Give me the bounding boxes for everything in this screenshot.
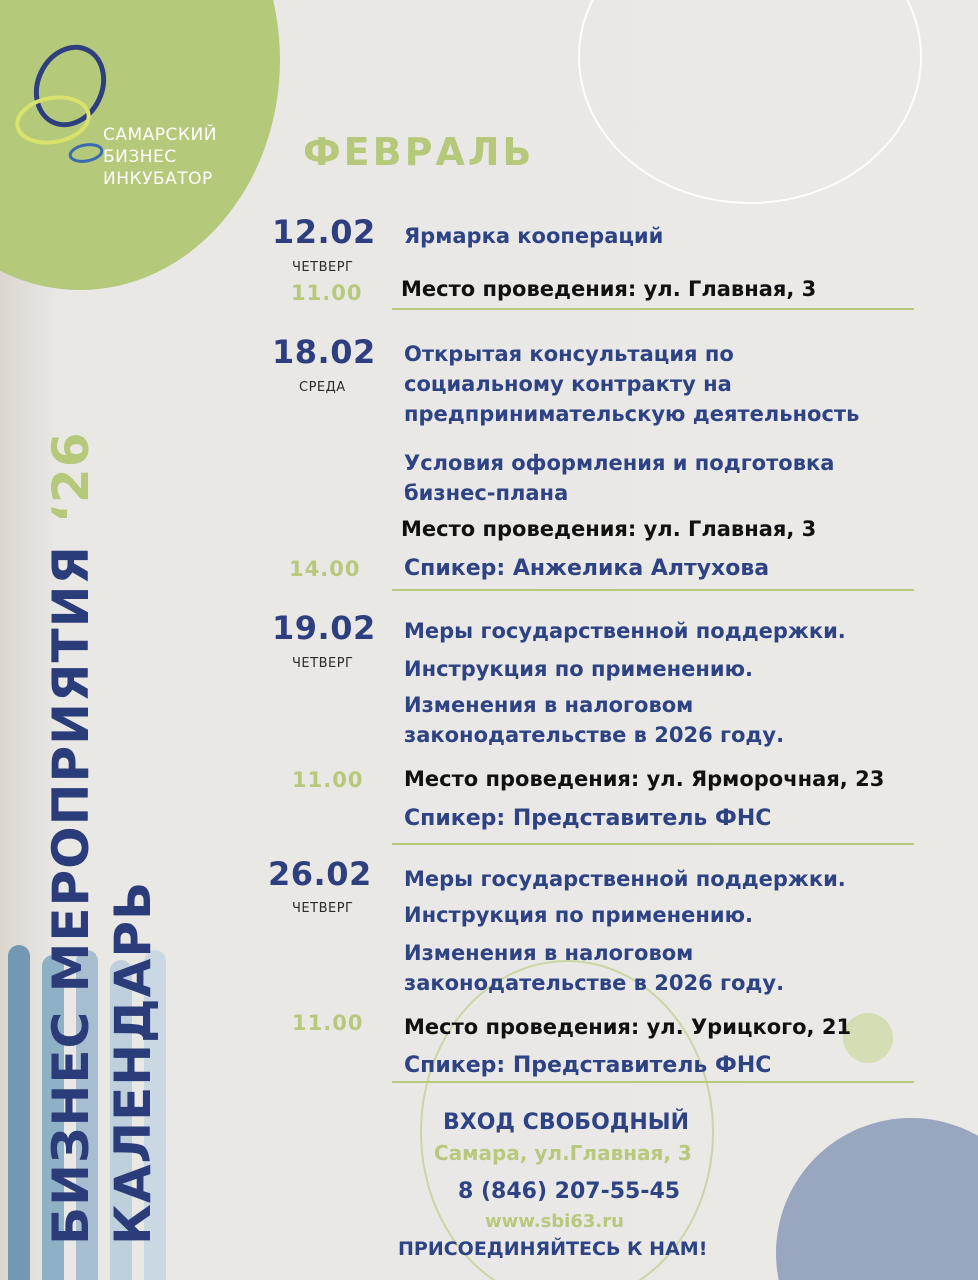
logo-icon (8, 38, 118, 168)
divider (392, 843, 914, 845)
event-subtitle-line: бизнес-плана (404, 481, 569, 505)
event-title-line: Инструкция по применению. (404, 903, 754, 927)
month-heading: ФЕВРАЛЬ (303, 130, 535, 174)
footer-cta: ПРИСОЕДИНЯЙТЕСЬ К НАМ! (398, 1238, 708, 1260)
event-title-line: законодательстве в 2026 году. (404, 723, 785, 747)
free-entry: ВХОД СВОБОДНЫЙ (443, 1110, 689, 1135)
title-line-1: БИЗНЕС МЕРОПРИЯТИЯ (42, 545, 100, 1245)
event-title-line: Изменения в налоговом (404, 693, 694, 717)
logo-line: БИЗНЕС (103, 147, 177, 167)
title-line-2: КАЛЕНДАРЬ (104, 880, 162, 1245)
logo-line: ИНКУБАТОР (103, 169, 213, 189)
footer-website[interactable]: www.sbi63.ru (485, 1211, 624, 1232)
event-time: 11.00 (292, 768, 364, 792)
event-title: Ярмарка коопераций (404, 224, 664, 248)
event-title-line: Меры государственной поддержки. (404, 867, 846, 891)
vertical-title (40, 431, 164, 1245)
event-day: ЧЕТВЕРГ (292, 260, 354, 275)
event-place: Место проведения: ул. Главная, 3 (401, 517, 817, 541)
event-date: 12.02 (272, 213, 376, 251)
event-title-line: Открытая консультация по (404, 342, 734, 366)
event-title-line: законодательстве в 2026 году. (404, 971, 785, 995)
event-time: 14.00 (289, 557, 361, 581)
title-year: ‘26 (42, 431, 100, 524)
event-date: 18.02 (272, 333, 376, 371)
event-subtitle-line: Условия оформления и подготовка (404, 451, 835, 475)
event-title-line: Инструкция по применению. (404, 657, 754, 681)
event-title-line: социальному контракту на (404, 372, 732, 396)
event-place: Место проведения: ул. Урицкого, 21 (404, 1015, 852, 1039)
divider (392, 589, 914, 591)
footer-address: Самара, ул.Главная, 3 (434, 1141, 692, 1165)
event-day: ЧЕТВЕРГ (292, 901, 354, 916)
event-speaker: Спикер: Представитель ФНС (404, 1053, 772, 1078)
event-time: 11.00 (291, 281, 363, 305)
event-place: Место проведения: ул. Ярморочная, 23 (404, 767, 885, 791)
decor-stripe (8, 945, 30, 1280)
logo-line: САМАРСКИЙ (103, 125, 217, 145)
footer-phone: 8 (846) 207-55-45 (458, 1179, 681, 1204)
event-speaker: Спикер: Представитель ФНС (404, 806, 772, 831)
event-time: 11.00 (292, 1011, 364, 1035)
divider (392, 1081, 914, 1083)
event-day: ЧЕТВЕРГ (292, 656, 354, 671)
logo-text (103, 124, 217, 190)
decor-slate-circle (776, 1118, 978, 1280)
decor-outline-circle (578, 0, 922, 204)
event-place: Место проведения: ул. Главная, 3 (401, 277, 817, 301)
event-title-line: Меры государственной поддержки. (404, 619, 846, 643)
event-speaker: Спикер: Анжелика Алтухова (404, 556, 770, 581)
event-date: 19.02 (272, 609, 376, 647)
event-day: СРЕДА (299, 380, 346, 395)
event-date: 26.02 (268, 855, 372, 893)
event-title-line: Изменения в налоговом (404, 941, 694, 965)
divider (392, 308, 914, 310)
event-title-line: предпринимательскую деятельность (404, 402, 860, 426)
